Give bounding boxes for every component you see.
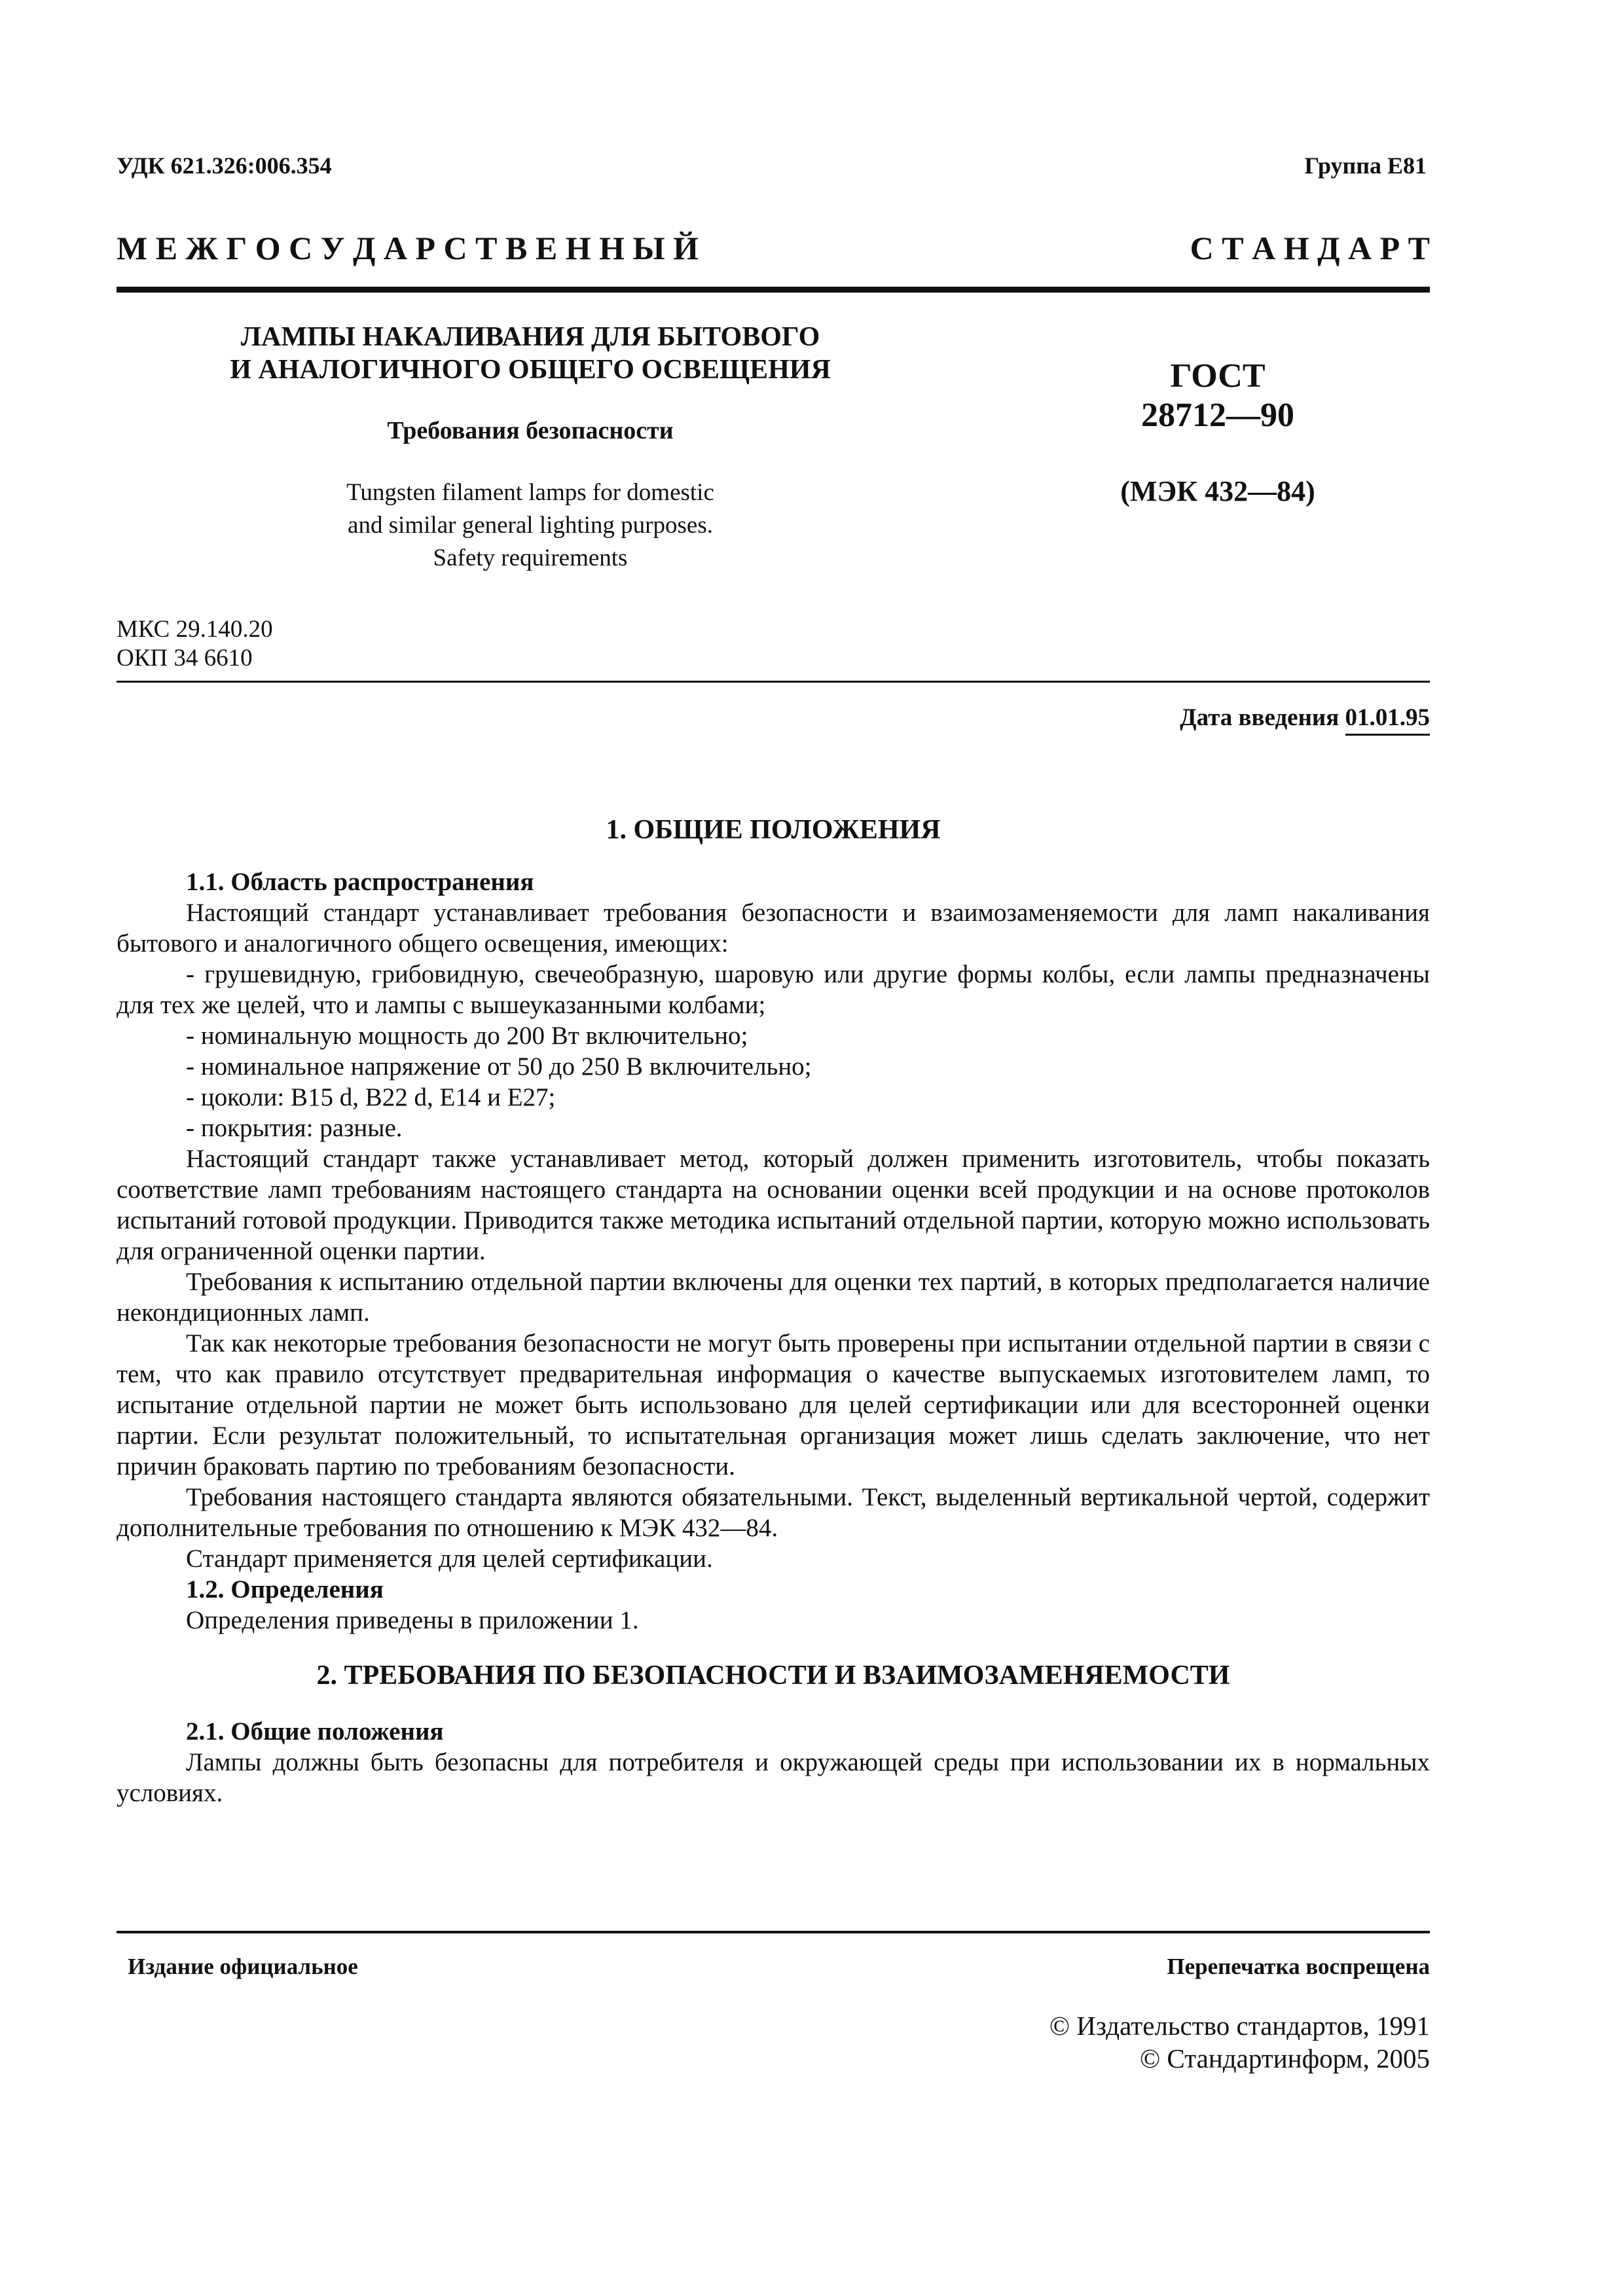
gost-block xyxy=(1048,357,1388,508)
section-2-1-heading: 2.1. Общие положения xyxy=(186,1717,444,1746)
introduction-date xyxy=(1180,704,1430,732)
copyright-block xyxy=(1049,2009,1430,2075)
title-line-2: И АНАЛОГИЧНОГО ОБЩЕГО ОСВЕЩЕНИЯ xyxy=(230,355,831,385)
classification-codes xyxy=(117,615,273,673)
english-title-line-2: and similar general lighting purposes. xyxy=(348,512,713,539)
group-code: Группа Е81 xyxy=(1304,152,1427,179)
header-rule xyxy=(117,287,1430,293)
section-1-2-heading: 1.2. Определения xyxy=(186,1575,384,1604)
list-item: - номинальную мощность до 200 Вт включительно; xyxy=(186,1022,748,1050)
footer-rule xyxy=(117,1931,1430,1933)
english-title-line-1: Tungsten filament lamps for domestic xyxy=(346,479,714,506)
english-title-line-3: Safety requirements xyxy=(433,545,628,571)
list-item: - цоколи: В15 d, В22 d, Е14 и Е27; xyxy=(186,1083,556,1111)
title-line-1: ЛАМПЫ НАКАЛИВАНИЯ ДЛЯ БЫТОВОГО xyxy=(240,322,820,352)
paragraph: Так как некоторые требования безопасности не могут быть проверены при испытании отдельной партии в связи с тем, что как правило отсутствует предварительная информация о качестве выпускаемых изготовителем ламп, то испытание отдельной партии не может быть использовано для целей сертификации или для всесторонней оценки партии. Если результат положительный, то испытательная организация может лишь сделать заключение, что нет причин браковать партию по требованиям безопасности. xyxy=(117,1329,1430,1480)
gost-number: 28712—90 xyxy=(1141,397,1294,434)
paragraph: Требования к испытанию отдельной партии включены для оценки тех партий, в которых предполагается наличие некондиционных ламп. xyxy=(117,1268,1430,1327)
paragraph: Настоящий стандарт устанавливает требования безопасности и взаимозаменяемости для ламп накаливания бытового и аналогичного общего освещения, имеющих: xyxy=(117,899,1430,958)
paragraph: Требования настоящего стандарта являются обязательными. Текст, выделенный вертикальной чертой, содержит дополнительные требования по отношению к МЭК 432—84. xyxy=(117,1483,1430,1542)
okp-code: ОКП 34 6610 xyxy=(117,645,253,672)
list-item: - грушевидную, грибовидную, свечеобразную, шаровую или другие формы колбы, если лампы предназначены для тех же целей, что и лампы с вышеуказанными колбами; xyxy=(117,960,1430,1019)
paragraph: Лампы должны быть безопасны для потребителя и окружающей среды при использовании их в нормальных условиях. xyxy=(117,1748,1430,1807)
official-edition-note: Издание официальное xyxy=(128,1954,358,1979)
subtitle: Требования безопасности xyxy=(387,417,674,444)
iec-reference: (МЭК 432—84) xyxy=(1120,475,1315,507)
paragraph: Настоящий стандарт также устанавливает метод, который должен применить изготовитель, чтобы показать соответствие ламп требованиям настоящего стандарта на основании оценки всей продукции и на основе протоколов испытаний готовой продукции. Приводится также методика испытаний отдельной партии, которую можно использовать для ограниченной оценки партии. xyxy=(117,1145,1430,1265)
date-label: Дата введения xyxy=(1180,704,1345,731)
codes-rule xyxy=(117,681,1430,683)
list-item: - номинальное напряжение от 50 до 250 В включительно; xyxy=(186,1052,812,1081)
copyright-line-1: © Издательство стандартов, 1991 xyxy=(1049,2011,1430,2041)
section-1-heading: 1. ОБЩИЕ ПОЛОЖЕНИЯ xyxy=(606,815,941,845)
date-value: 01.01.95 xyxy=(1345,704,1431,736)
mks-code: МКС 29.140.20 xyxy=(117,616,273,643)
copyright-line-2: © Стандартинформ, 2005 xyxy=(1140,2043,1430,2073)
list-item: - покрытия: разные. xyxy=(186,1114,403,1142)
paragraph: Определения приведены в приложении 1. xyxy=(186,1606,639,1634)
gost-label: ГОСТ xyxy=(1170,357,1266,395)
paragraph: Стандарт применяется для целей сертификации. xyxy=(186,1545,713,1573)
banner-word-2: С Т А Н Д А Р Т xyxy=(1190,230,1430,266)
udk-code: УДК 621.326:006.354 xyxy=(117,152,332,179)
section-1-1-heading: 1.1. Область распространения xyxy=(186,868,534,896)
section-2-heading: 2. ТРЕБОВАНИЯ ПО БЕЗОПАСНОСТИ И ВЗАИМОЗАМЕНЯЕМОСТИ xyxy=(316,1660,1230,1691)
document-body xyxy=(117,815,1430,1808)
standard-banner xyxy=(117,229,1430,267)
reprint-prohibited-note: Перепечатка воспрещена xyxy=(1167,1954,1430,1979)
banner-word-1: М Е Ж Г О С У Д А Р С Т В Е Н Н Ы Й xyxy=(117,230,699,266)
title-block xyxy=(190,321,871,575)
